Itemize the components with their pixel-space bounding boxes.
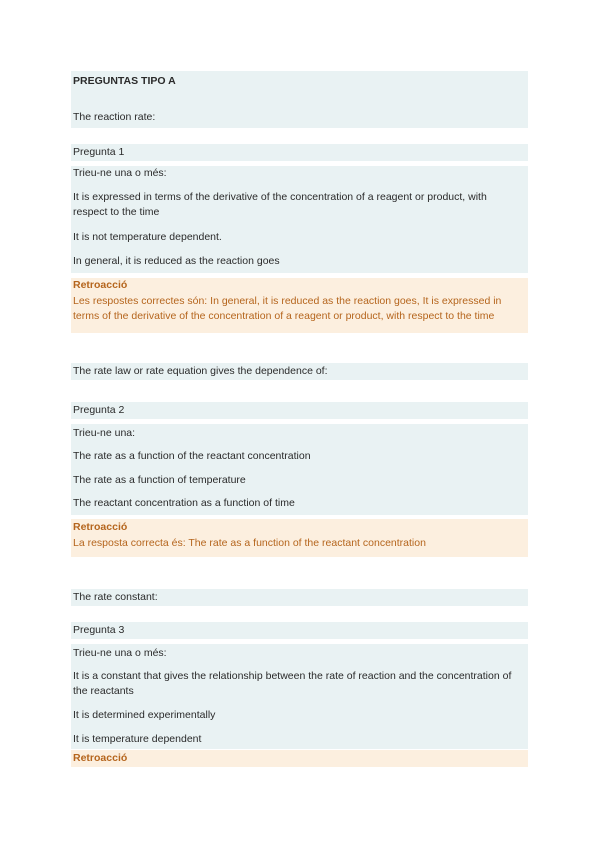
section-title: PREGUNTAS TIPO A — [73, 75, 176, 87]
question-2-number: Pregunta 2 — [73, 404, 125, 416]
question-3-feedback-label: Retroacció — [73, 752, 128, 764]
question-2-stem: The rate law or rate equation gives the dependence of: — [73, 365, 328, 377]
question-1-feedback-box — [71, 278, 528, 333]
question-3-feedback-box — [71, 750, 528, 767]
question-3-options-box — [71, 644, 528, 749]
question-1-option-3[interactable]: In general, it is reduced as the reaction goes — [73, 255, 280, 267]
question-2-feedback-label: Retroacció — [73, 521, 128, 533]
question-2-stem-box — [71, 363, 528, 380]
question-1-number: Pregunta 1 — [73, 146, 125, 158]
question-3-number: Pregunta 3 — [73, 624, 125, 636]
question-1-feedback-text: Les respostes correctes són: In general, it is reduced as the reaction goes, It is expressed in terms of the derivative of the concentration of a reagent or product, with respect to the time — [73, 295, 502, 322]
question-1-instruction: Trieu-ne una o més: — [73, 167, 167, 179]
question-3-stem-box — [71, 589, 528, 606]
question-2-option-3[interactable]: The reactant concentration as a function of time — [73, 497, 295, 509]
question-2-option-2[interactable]: The rate as a function of temperature — [73, 474, 246, 486]
question-3-option-2[interactable]: It is determined experimentally — [73, 709, 216, 721]
question-1-feedback-label: Retroacció — [73, 279, 128, 291]
question-1-stem-box — [71, 71, 528, 128]
question-2-number-box — [71, 402, 528, 419]
question-1-option-1[interactable]: It is expressed in terms of the derivative of the concentration of a reagent or product, with respect to the time — [73, 191, 487, 218]
question-1-option-2[interactable]: It is not temperature dependent. — [73, 231, 222, 243]
question-3-number-box — [71, 622, 528, 639]
question-3-instruction: Trieu-ne una o més: — [73, 647, 167, 659]
question-2-feedback-text: La resposta correcta és: The rate as a function of the reactant concentration — [73, 537, 426, 549]
question-3-option-1[interactable]: It is a constant that gives the relationship between the rate of reaction and the concentration of the reactants — [73, 670, 512, 697]
question-3-stem: The rate constant: — [73, 591, 158, 603]
question-2-options-box — [71, 424, 528, 515]
question-3-option-3[interactable]: It is temperature dependent — [73, 733, 202, 745]
question-2-instruction: Trieu-ne una: — [73, 427, 136, 439]
question-2-feedback-box — [71, 519, 528, 557]
question-1-stem: The reaction rate: — [73, 111, 156, 123]
question-2-option-1[interactable]: The rate as a function of the reactant concentration — [73, 450, 311, 462]
question-1-number-box — [71, 144, 528, 161]
question-1-options-box — [71, 166, 528, 273]
